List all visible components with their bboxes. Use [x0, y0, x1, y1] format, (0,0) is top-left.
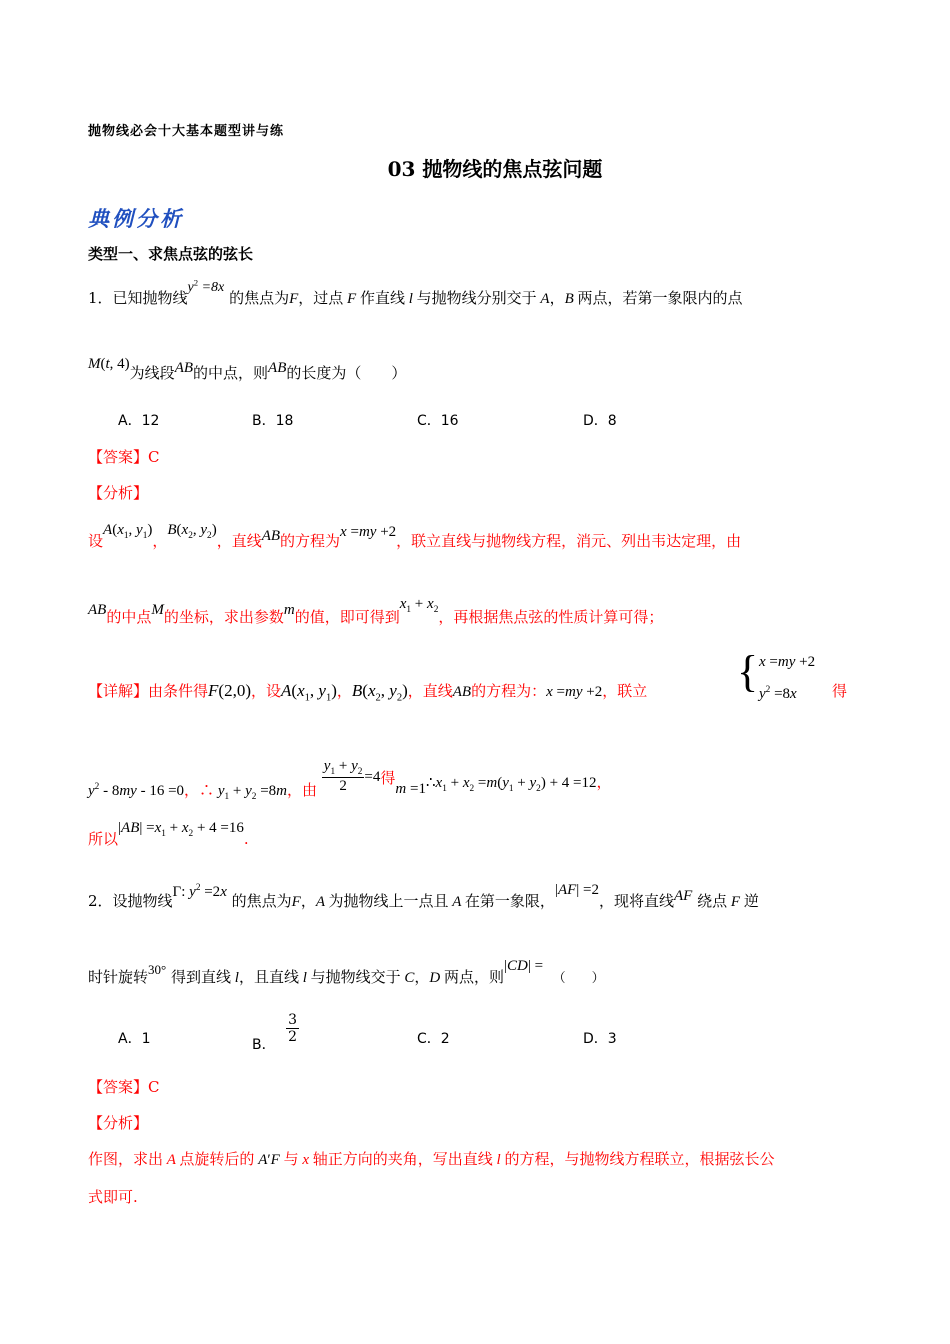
q2-stem-line1: 2．设抛物线Γ: $y^2 =2x$ 的焦点为F，A 为抛物线上一点且 A 在第一象限，|AF| =2，现将直线AF 绕点 F 逆	[88, 882, 759, 910]
q1-option-b[interactable]: B．18	[252, 413, 294, 429]
q1-detail-line2: $y^2 - 8my - 16 =0$，∴ $y_1 + y_2 =8m$，由 $\frac{y_1 + y_2}{2}$ =4得$m =1\therefore x_1 + x_2 =m(y_1 + y_2) + 4 =12$，	[88, 758, 612, 802]
q1-parabola-eq: $y^2 =8x$	[187, 277, 225, 295]
q1-option-d[interactable]: D．8	[583, 413, 617, 429]
q2-option-b[interactable]: B． $\frac{3}{2}$	[252, 1012, 297, 1053]
q1-stem-line1: 1．已知抛物线$y^2 =8x$ 的焦点为F，过点 F 作直线 l 与抛物线分别交于 A，B 两点，若第一象限内的点	[88, 277, 743, 307]
q2-option-d[interactable]: D．3	[583, 1031, 617, 1047]
q1-point-m: M(t, 4)	[88, 356, 130, 372]
q2-answer: 【答案】C	[88, 1078, 160, 1096]
q1-answer: 【答案】C	[88, 448, 160, 466]
q2-parabola-eq: Γ: $y^2 =2x$	[172, 883, 227, 900]
series-title: 抛物线必会十大基本题型讲与练	[88, 124, 285, 139]
q1-text: 1．已知抛物线	[88, 289, 188, 307]
q2-option-a[interactable]: A．1	[118, 1031, 151, 1047]
q1-detail-de: 得	[832, 682, 848, 700]
section-heading: 典例分析	[88, 206, 184, 231]
q1-equation-system: { x =my +2 $y^2 =8x$	[737, 647, 816, 702]
q1-detail-line1: 【详解】由条件得F(2,0)，设$A(x_1$, $y_1$)，$B(x_2$, $y_2$)，直线AB的方程为：x =my +2，联立	[88, 681, 648, 704]
q2-analysis-line1: 作图，求出 A 点旋转后的 A′F 与 x 轴正方向的夹角，写出直线 l 的方程，与抛物线方程联立，根据弦长公	[88, 1150, 775, 1168]
q1-analysis-line2: AB的中点M的坐标，求出参数m的值，即可得到$x_1 + x_2$，再根据焦点弦的性质计算可得；	[88, 596, 664, 626]
type-heading: 类型一、求焦点弦的弦长	[88, 245, 254, 263]
q1-option-a[interactable]: A．12	[118, 413, 160, 429]
q2-analysis-line2: 式即可.	[88, 1188, 138, 1206]
q2-analysis-label: 【分析】	[88, 1114, 149, 1132]
q1-option-c[interactable]: C．16	[417, 413, 459, 429]
document-title: 03 抛物线的焦点弦问题	[387, 157, 603, 181]
q1-analysis-line1: 设$A(x_1$, $y_1$)，$B(x_2$, $y_2$)，直线AB的方程为x =my +2，联立直线与抛物线方程，消元、列出韦达定理，由	[88, 522, 742, 550]
var-f: F	[289, 291, 299, 307]
q1-analysis-label: 【分析】	[88, 484, 149, 502]
q2-stem-line2: 时针旋转30° 得到直线 l，且直线 l 与抛物线交于 C，D 两点，则|CD| = （ ）	[88, 958, 605, 986]
q2-option-c[interactable]: C．2	[417, 1031, 450, 1047]
q1-stem-line2: M(t, 4)为线段AB的中点，则AB的长度为（ ）	[88, 356, 407, 382]
q1-detail-line3: 所以$|AB| =x_1 + x_2 + 4 =16$.	[88, 820, 249, 848]
